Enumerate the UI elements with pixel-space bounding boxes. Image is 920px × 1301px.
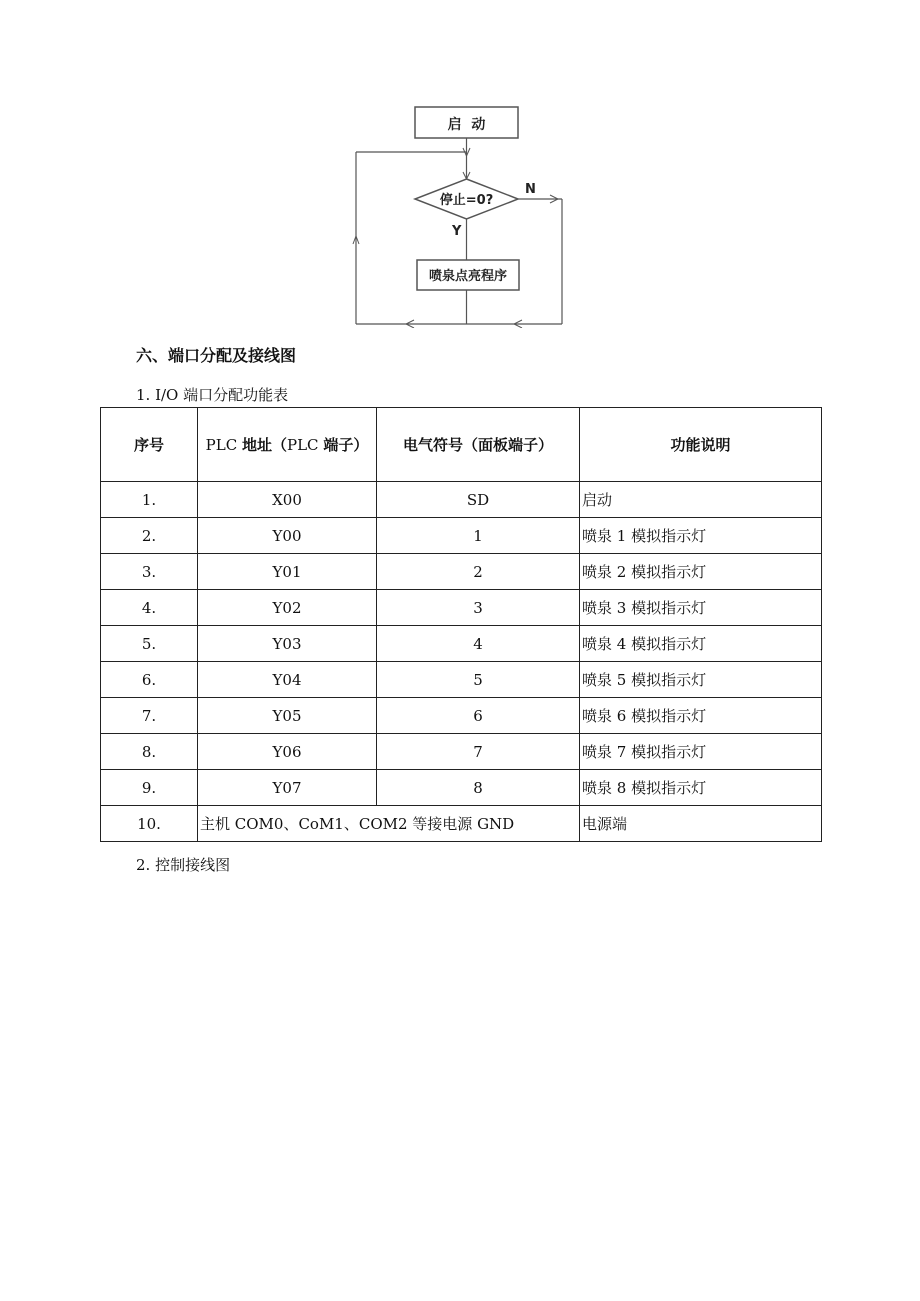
table-heading: 1. I/O 端口分配功能表	[136, 386, 289, 404]
header-addr-prefix: PLC	[205, 435, 242, 454]
cell-function: 喷泉 2 模拟指示灯	[580, 554, 822, 590]
cell-symbol: 6	[377, 698, 580, 734]
table-row	[101, 770, 822, 806]
table-row	[101, 590, 822, 626]
cell-seq: 8.	[101, 734, 198, 770]
cell-address: Y04	[198, 662, 377, 698]
header-addr-bold1: 地址（	[241, 435, 287, 454]
cell-seq: 5.	[101, 626, 198, 662]
cell-seq: 10.	[101, 806, 198, 842]
table-row	[101, 482, 822, 518]
flowchart-yes-label: Y	[452, 224, 462, 239]
cell-address: Y06	[198, 734, 377, 770]
table-row	[101, 734, 822, 770]
wiring-heading: 2. 控制接线图	[136, 856, 231, 874]
cell-function: 喷泉 1 模拟指示灯	[580, 518, 822, 554]
table-header-row	[101, 408, 822, 482]
cell-symbol: 4	[377, 626, 580, 662]
cell-merged-note: 主机 COM0、CoM1、COM2 等接电源 GND	[198, 806, 580, 842]
flowchart-decision-label: 停止=0?	[439, 193, 494, 208]
cell-function: 喷泉 5 模拟指示灯	[580, 662, 822, 698]
table-row	[101, 518, 822, 554]
cell-seq: 9.	[101, 770, 198, 806]
cell-seq: 2.	[101, 518, 198, 554]
table-row-power	[101, 806, 822, 842]
cell-seq: 1.	[101, 482, 198, 518]
cell-function: 喷泉 7 模拟指示灯	[580, 734, 822, 770]
cell-function: 电源端	[580, 806, 822, 842]
header-function: 功能说明	[580, 408, 822, 482]
cell-seq: 7.	[101, 698, 198, 734]
cell-address: X00	[198, 482, 377, 518]
cell-symbol: 5	[377, 662, 580, 698]
cell-address: Y01	[198, 554, 377, 590]
cell-function: 启动	[580, 482, 822, 518]
cell-address: Y00	[198, 518, 377, 554]
cell-symbol: 8	[377, 770, 580, 806]
cell-address: Y05	[198, 698, 377, 734]
cell-function: 喷泉 6 模拟指示灯	[580, 698, 822, 734]
table-row	[101, 662, 822, 698]
io-port-table	[100, 407, 822, 842]
cell-address: Y03	[198, 626, 377, 662]
cell-symbol: 3	[377, 590, 580, 626]
cell-function: 喷泉 8 模拟指示灯	[580, 770, 822, 806]
cell-symbol: SD	[377, 482, 580, 518]
cell-function: 喷泉 4 模拟指示灯	[580, 626, 822, 662]
flowchart-start-label: 启 动	[447, 117, 486, 133]
cell-address: Y07	[198, 770, 377, 806]
cell-symbol: 2	[377, 554, 580, 590]
header-seq: 序号	[101, 408, 198, 482]
header-addr-bold2: 端子）	[323, 435, 369, 454]
flowchart-diagram	[352, 104, 568, 328]
section-heading: 六、端口分配及接线图	[136, 346, 297, 365]
cell-address: Y02	[198, 590, 377, 626]
cell-function: 喷泉 3 模拟指示灯	[580, 590, 822, 626]
table-row	[101, 554, 822, 590]
flowchart-no-label: N	[525, 182, 536, 197]
table-row	[101, 626, 822, 662]
cell-seq: 3.	[101, 554, 198, 590]
header-addr-mid: PLC	[287, 435, 324, 454]
header-electrical-symbol: 电气符号（面板端子）	[377, 408, 580, 482]
cell-seq: 6.	[101, 662, 198, 698]
table-row	[101, 698, 822, 734]
cell-symbol: 7	[377, 734, 580, 770]
cell-symbol: 1	[377, 518, 580, 554]
header-plc-address	[198, 408, 377, 482]
cell-seq: 4.	[101, 590, 198, 626]
flowchart-process-label: 喷泉点亮程序	[428, 269, 508, 284]
